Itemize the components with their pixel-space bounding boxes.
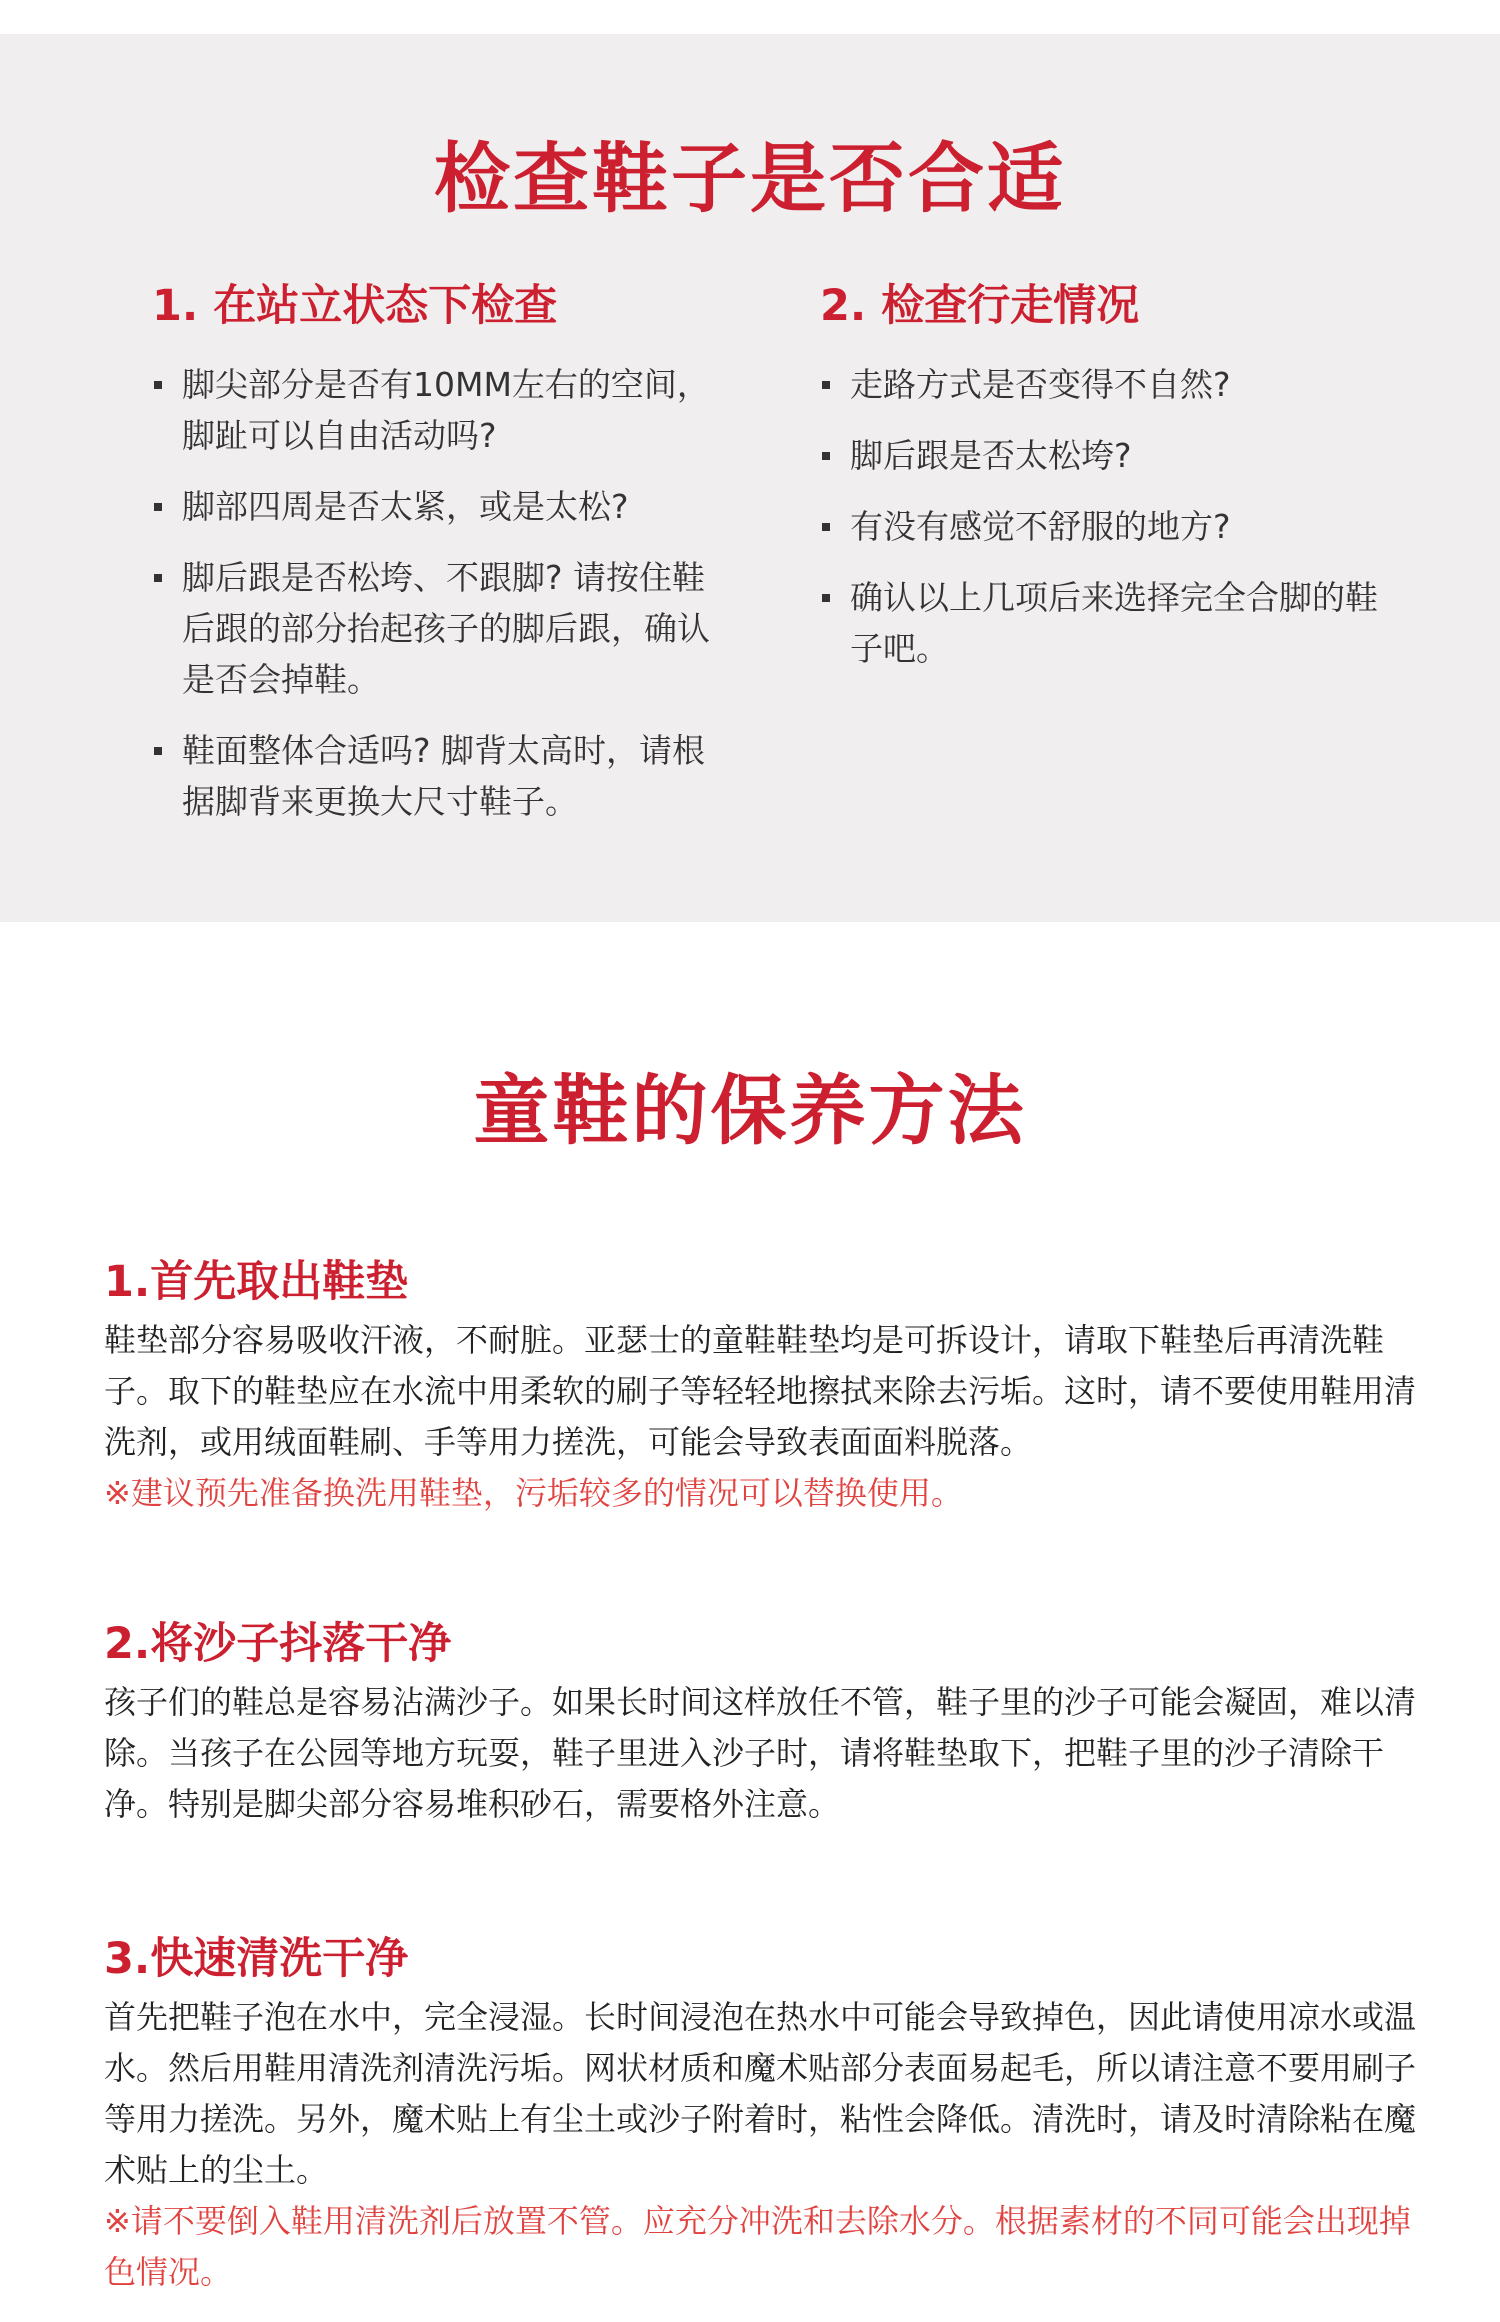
care-step-heading: 2.将沙子抖落干净 [104,1619,452,1669]
list-item: 脚后跟是否松垮、不跟脚? 请按住鞋后跟的部分抬起孩子的脚后跟，确认是否会掉鞋。 [152,552,712,705]
fit-check-title: 检查鞋子是否合适 [434,134,1066,223]
list-item: 确认以上几项后来选择完全合脚的鞋子吧。 [820,572,1380,674]
list-item: 脚后跟是否太松垮? [820,430,1380,481]
walking-check-heading: 2. 检查行走情况 [820,281,1140,331]
care-step-note: ※建议预先准备换洗用鞋垫，污垢较多的情况可以替换使用。 [104,1474,963,1512]
care-step-heading: 1.首先取出鞋垫 [104,1257,409,1307]
walking-check-list [820,359,1380,674]
standing-check-heading: 1. 在站立状态下检查 [152,281,558,331]
care-step-insole [104,1248,1434,1519]
care-step-heading: 3.快速清洗干净 [104,1934,409,1984]
walking-check-column [820,272,1380,694]
list-item: 脚尖部分是否有10MM左右的空间，脚趾可以自由活动吗? [152,359,712,461]
fit-check-section [0,34,1500,922]
care-step-sand [104,1610,1434,1830]
list-item: 鞋面整体合适吗? 脚背太高时，请根据脚背来更换大尺寸鞋子。 [152,725,712,827]
list-item: 有没有感觉不舒服的地方? [820,501,1380,552]
care-title: 童鞋的保养方法 [473,1066,1027,1155]
care-step-note: ※请不要倒入鞋用清洗剂后放置不管。应充分冲洗和去除水分。根据素材的不同可能会出现掉色情况。 [104,2202,1411,2291]
list-item: 脚部四周是否太紧，或是太松? [152,481,712,532]
standing-check-column [152,272,712,847]
care-step-body: 孩子们的鞋总是容易沾满沙子。如果长时间这样放任不管，鞋子里的沙子可能会凝固，难以清除。当孩子在公园等地方玩耍，鞋子里进入沙子时，请将鞋垫取下，把鞋子里的沙子清除干净。特别是脚尖部分容易堆积砂石，需要格外注意。 [104,1683,1417,1823]
standing-check-list [152,359,712,827]
care-step-body: 鞋垫部分容易吸收汗液，不耐脏。亚瑟士的童鞋鞋垫均是可拆设计，请取下鞋垫后再清洗鞋子。取下的鞋垫应在水流中用柔软的刷子等轻轻地擦拭来除去污垢。这时，请不要使用鞋用清洗剂，或用绒面鞋刷、手等用力搓洗，可能会导致表面面料脱落。 [104,1321,1417,1461]
list-item: 走路方式是否变得不自然? [820,359,1380,410]
care-step-wash [104,1925,1434,2298]
care-step-body: 首先把鞋子泡在水中，完全浸湿。长时间浸泡在热水中可能会导致掉色，因此请使用凉水或温水。然后用鞋用清洗剂清洗污垢。网状材质和魔术贴部分表面易起毛，所以请注意不要用刷子等用力搓洗。另外，魔术贴上有尘土或沙子附着时，粘性会降低。清洗时，请及时清除粘在魔术贴上的尘土。 [104,1998,1417,2189]
